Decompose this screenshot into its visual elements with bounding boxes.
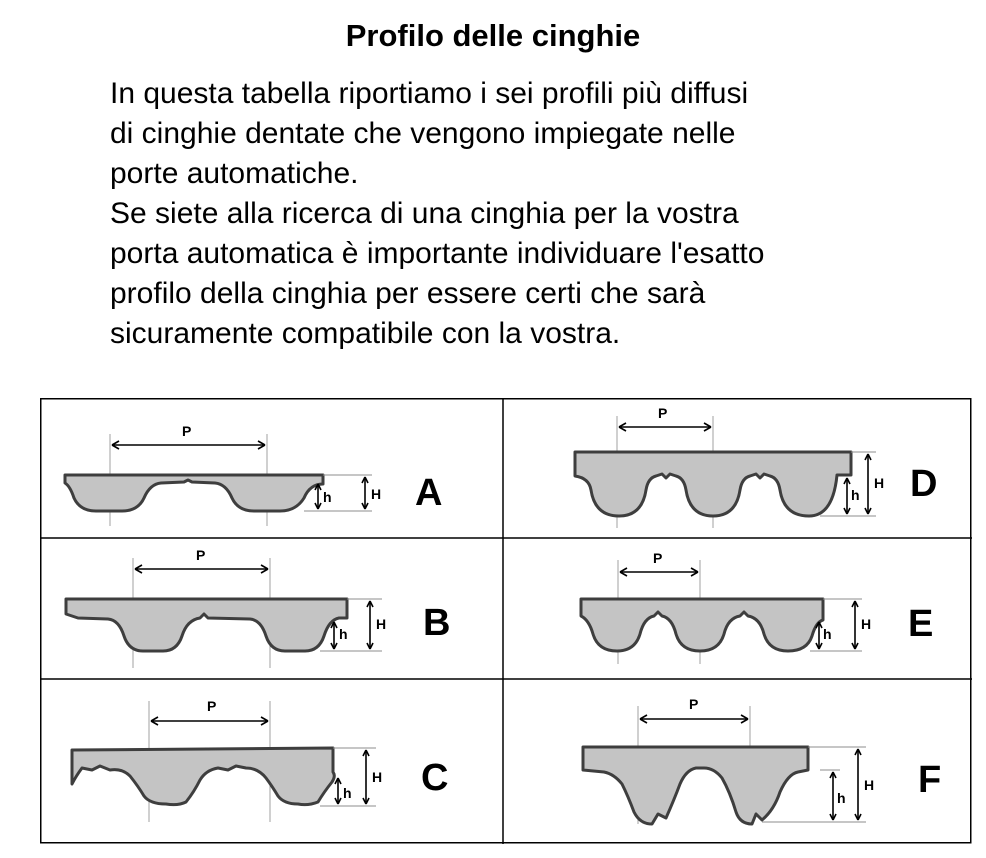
page-title: Profilo delle cinghie: [345, 18, 641, 53]
tooth-height-label: h: [823, 626, 832, 642]
intro-line: di cinghie dentate che vengono impiegate nelle: [110, 117, 736, 150]
total-height-label: H: [372, 769, 383, 785]
tooth-height-label: h: [837, 790, 846, 806]
profile-cell-e: [581, 550, 933, 664]
total-height-label: H: [371, 486, 382, 502]
profile-cell-a: [65, 423, 442, 526]
belt-profile-f: [583, 747, 808, 824]
intro-line: profilo della cinghia per essere certi che sarà: [110, 277, 706, 310]
intro-line: In questa tabella riportiamo i sei profili più diffusi: [110, 77, 749, 110]
profile-cell-c: [72, 698, 448, 822]
belt-profile-b: [66, 599, 347, 651]
total-height-label: H: [376, 616, 387, 632]
profile-table-drawing: [40, 398, 972, 844]
profile-table: [40, 398, 972, 844]
tooth-height-label: h: [323, 489, 332, 505]
profile-letter-c: C: [421, 757, 449, 799]
total-height-label: H: [861, 616, 872, 632]
profile-cell-b: [66, 547, 450, 668]
pitch-label: P: [653, 550, 663, 566]
profile-letter-d: D: [910, 463, 938, 505]
pitch-label: P: [689, 696, 699, 712]
belt-profile-c: [72, 748, 334, 805]
belt-profile-a: [65, 475, 323, 511]
tooth-height-label: h: [851, 487, 860, 503]
intro-line: porte automatiche.: [110, 157, 359, 190]
profile-letter-e: E: [908, 603, 934, 645]
profile-letter-b: B: [423, 602, 451, 644]
pitch-label: P: [207, 698, 217, 714]
profile-letter-a: A: [415, 472, 443, 514]
intro-text: [110, 74, 970, 354]
belt-profile-d: [575, 452, 851, 516]
intro-line: Se siete alla ricerca di una cinghia per la vostra: [110, 197, 739, 230]
profile-cell-d: [575, 405, 937, 528]
tooth-height-label: h: [339, 626, 348, 642]
intro-line: porta automatica è importante individuare l'esatto: [110, 237, 765, 270]
total-height-label: H: [874, 475, 885, 491]
total-height-label: H: [864, 777, 875, 793]
profile-cell-f: [583, 696, 941, 824]
pitch-label: P: [182, 423, 192, 439]
intro-line: sicuramente compatibile con la vostra.: [110, 317, 621, 350]
profile-letter-f: F: [918, 759, 942, 801]
tooth-height-label: h: [343, 785, 352, 801]
belt-profile-e: [581, 599, 823, 651]
pitch-label: P: [196, 547, 206, 563]
pitch-label: P: [658, 405, 668, 421]
